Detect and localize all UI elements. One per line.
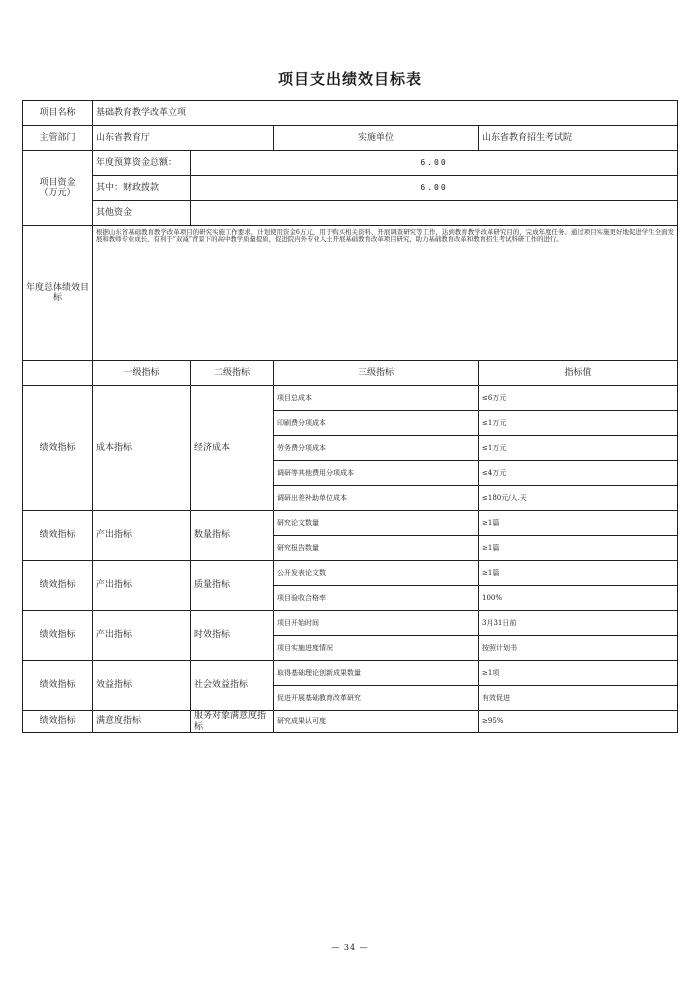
header-indicator-value: 指标值 bbox=[479, 361, 678, 386]
header-level3: 三级指标 bbox=[274, 361, 479, 386]
level2-indicator: 效益指标 bbox=[93, 661, 191, 711]
funds-total-label: 年度预算资金总额： bbox=[93, 151, 191, 176]
indicator-value: ≤1万元 bbox=[479, 436, 678, 461]
indicator-value: 3月31日前 bbox=[479, 611, 678, 636]
indicator-name: 促进开展基础教育改革研究 bbox=[274, 686, 479, 711]
indicator-value: 有效促进 bbox=[479, 686, 678, 711]
department-row bbox=[23, 126, 678, 151]
funds-other-value bbox=[191, 201, 678, 226]
indicator-value: 100% bbox=[479, 586, 678, 611]
performance-target-table bbox=[22, 100, 678, 733]
page-title: 项目支出绩效目标表 bbox=[277, 70, 422, 88]
indicator-name: 调研等其他费用分项成本 bbox=[274, 461, 479, 486]
indicator-row bbox=[23, 511, 678, 536]
indicator-header-row bbox=[23, 361, 678, 386]
indicator-row bbox=[23, 386, 678, 411]
level2-indicator: 产出指标 bbox=[93, 611, 191, 661]
implementing-unit-label: 实施单位 bbox=[274, 126, 479, 151]
project-name-label: 项目名称 bbox=[23, 101, 93, 126]
level3-indicator: 服务对象满意度指标 bbox=[191, 711, 274, 733]
funds-fiscal-label: 其中：财政拨款 bbox=[93, 176, 191, 201]
indicator-value: 按照计划书 bbox=[479, 636, 678, 661]
funds-fiscal-value: 6.00 bbox=[191, 176, 678, 201]
header-blank-cell bbox=[23, 361, 93, 386]
level2-indicator: 成本指标 bbox=[93, 386, 191, 511]
page-number: — 34 — bbox=[331, 943, 369, 952]
indicator-name: 项目实施进度情况 bbox=[274, 636, 479, 661]
indicator-value: ≤6万元 bbox=[479, 386, 678, 411]
indicator-name: 调研出差补助单位成本 bbox=[274, 486, 479, 511]
level1-indicator: 绩效指标 bbox=[23, 561, 93, 611]
indicator-name: 研究报告数量 bbox=[274, 536, 479, 561]
implementing-unit-value: 山东省教育招生考试院 bbox=[479, 126, 678, 151]
level3-indicator: 经济成本 bbox=[191, 386, 274, 511]
funds-other-row bbox=[23, 201, 678, 226]
indicator-name: 项目验收合格率 bbox=[274, 586, 479, 611]
indicator-value: ≥1篇 bbox=[479, 561, 678, 586]
department-value: 山东省教育厅 bbox=[93, 126, 274, 151]
level3-indicator: 时效指标 bbox=[191, 611, 274, 661]
level1-indicator: 绩效指标 bbox=[23, 661, 93, 711]
indicator-value: ≥1篇 bbox=[479, 511, 678, 536]
level2-indicator: 产出指标 bbox=[93, 511, 191, 561]
level3-indicator: 社会效益指标 bbox=[191, 661, 274, 711]
indicator-row bbox=[23, 611, 678, 636]
indicator-value: ≥1篇 bbox=[479, 536, 678, 561]
indicator-value: ≤1万元 bbox=[479, 411, 678, 436]
indicator-name: 项目开始时间 bbox=[274, 611, 479, 636]
indicator-name: 印刷费分项成本 bbox=[274, 411, 479, 436]
indicator-value: ≥1项 bbox=[479, 661, 678, 686]
indicator-row bbox=[23, 661, 678, 686]
indicator-name: 劳务费分项成本 bbox=[274, 436, 479, 461]
department-label: 主管部门 bbox=[23, 126, 93, 151]
indicator-name: 取得基础理论创新成果数量 bbox=[274, 661, 479, 686]
annual-goal-text: 根据山东省基础教育教学改革项目的研究实施工作要求，计划使用资金6万元，用于购买相关资料、开展调查研究等工作，达到教育教学改革研究目的，完成年度任务。通过项目实施更好地促进学生全面发展和教师专业成长，有利于“双减”背景下的高中教学质量提质，促进院内外专业人士开展基础教育改革项目研究，助力基础教育改革和教育招生考试科研工作的进行。 bbox=[93, 226, 678, 361]
funds-total-value: 6.00 bbox=[191, 151, 678, 176]
level1-indicator: 绩效指标 bbox=[23, 511, 93, 561]
indicator-name: 研究成果认可度 bbox=[274, 711, 479, 733]
level2-indicator: 产出指标 bbox=[93, 561, 191, 611]
indicator-value: ≥95% bbox=[479, 711, 678, 733]
level1-indicator: 绩效指标 bbox=[23, 711, 93, 733]
project-name-row bbox=[23, 101, 678, 126]
indicator-name: 研究论文数量 bbox=[274, 511, 479, 536]
indicator-row bbox=[23, 711, 678, 733]
funds-fiscal-row bbox=[23, 176, 678, 201]
annual-goal-label: 年度总体绩效目标 bbox=[23, 226, 93, 361]
indicator-row bbox=[23, 561, 678, 586]
annual-goal-row bbox=[23, 226, 678, 361]
level1-indicator: 绩效指标 bbox=[23, 386, 93, 511]
level3-indicator: 质量指标 bbox=[191, 561, 274, 611]
indicator-name: 公开发表论文数 bbox=[274, 561, 479, 586]
level3-indicator: 数量指标 bbox=[191, 511, 274, 561]
level1-indicator: 绩效指标 bbox=[23, 611, 93, 661]
funds-other-label: 其他资金 bbox=[93, 201, 191, 226]
funds-total-row bbox=[23, 151, 678, 176]
indicator-value: ≤180元/人.天 bbox=[479, 486, 678, 511]
level2-indicator: 满意度指标 bbox=[93, 711, 191, 733]
funds-label: 项目资金 （万元） bbox=[23, 151, 93, 226]
project-name-value: 基础教育教学改革立项 bbox=[93, 101, 678, 126]
indicator-name: 项目总成本 bbox=[274, 386, 479, 411]
header-level1: 一级指标 bbox=[93, 361, 191, 386]
indicator-value: ≤4万元 bbox=[479, 461, 678, 486]
header-level2: 二级指标 bbox=[191, 361, 274, 386]
